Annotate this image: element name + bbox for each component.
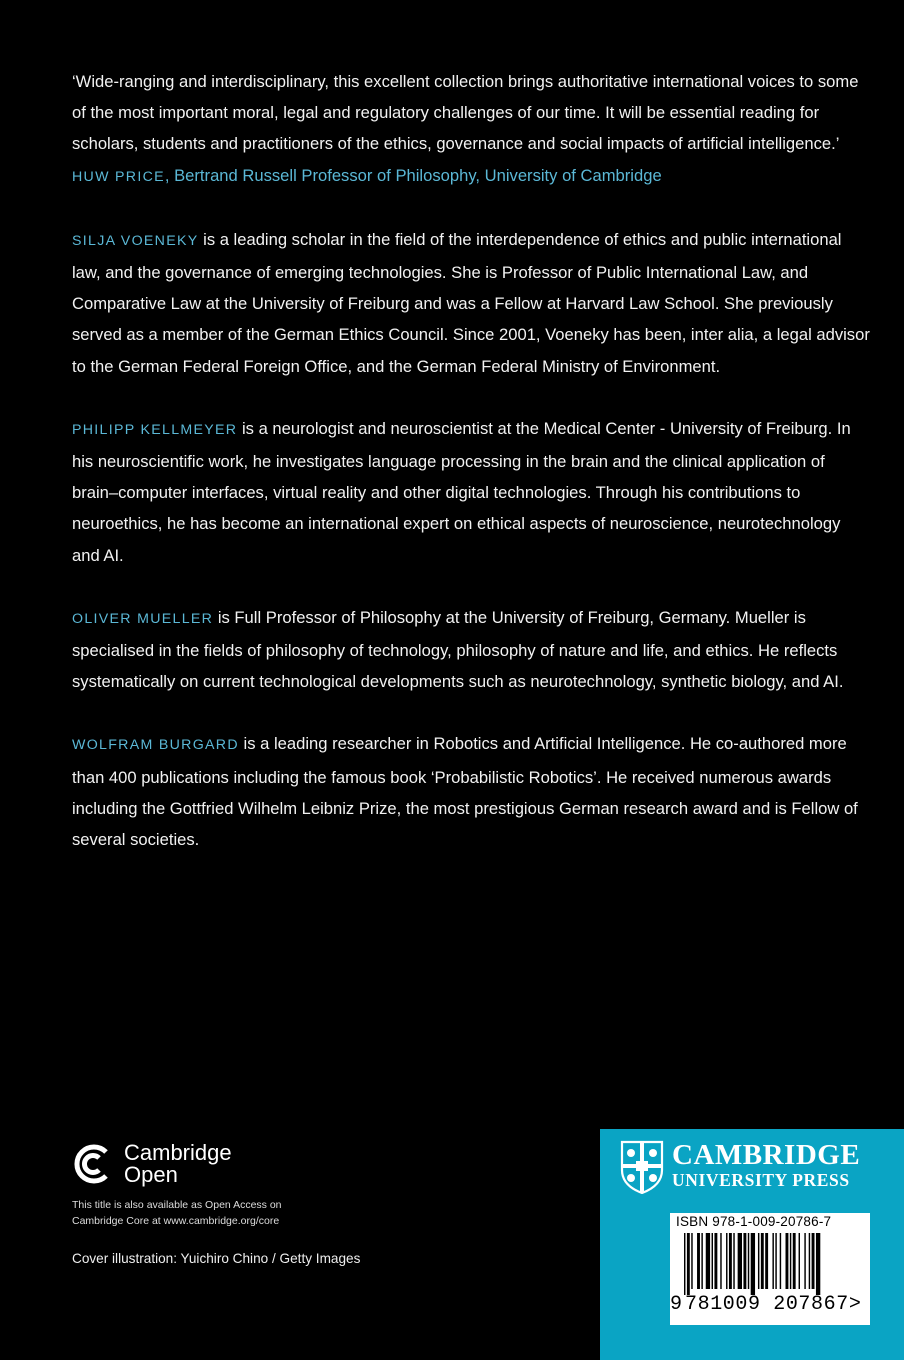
barcode-bar	[706, 1233, 710, 1289]
cambridge-open-icon	[72, 1143, 114, 1185]
barcode-bar	[738, 1233, 742, 1289]
back-cover-text	[72, 66, 872, 886]
barcode-bar	[684, 1233, 685, 1295]
cover-credit: Cover illustration: Yuichiro Chino / Getty Images	[72, 1251, 361, 1266]
attribution-title: , Bertrand Russell Professor of Philosophy, University of Cambridge	[164, 165, 662, 185]
barcode-bar	[793, 1233, 796, 1289]
barcode-bar	[775, 1233, 776, 1289]
barcode-bar	[758, 1233, 759, 1289]
barcode-bar	[691, 1233, 692, 1289]
publisher-name-line1: CAMBRIDGE	[672, 1139, 861, 1171]
bio-text: is a neurologist and neuroscientist at the Medical Center - University of Freiburg. In his neuroscientific work, he investigates language processing in the brain and the clinical application of brain–computer interfaces, virtual reality and other digital technologies. Through his contributions to neuroethics, he has become an international expert on ethical aspects of neuroscience, neurotechnology and AI.	[72, 418, 851, 565]
quote-text: ‘Wide-ranging and interdisciplinary, this excellent collection brings authoritative international voices to some of the most important moral, legal and regulatory challenges of our time. It will be essential reading for scholars, students and practitioners of the ethics, governance and social impacts of artificial intelligence.’	[72, 72, 859, 154]
barcode-bars	[684, 1233, 864, 1295]
bio-burgard	[72, 728, 872, 855]
publisher-panel	[600, 1129, 904, 1360]
quote-attribution	[72, 166, 662, 185]
barcode-bar	[687, 1233, 690, 1295]
barcode-bar	[772, 1233, 773, 1289]
bio-text: is a leading scholar in the field of the interdependence of ethics and public international law, and the governance of emerging technologies. She is Professor of Public International Law, and Comparative Law at the University of Freiburg and was a Fellow at Harvard Law School. She previously served as a member of the German Ethics Council. Since 2001, Voeneky has been, inter alia, a legal advisor to the German Federal Foreign Office, and the German Federal Ministry of Environment.	[72, 229, 870, 376]
barcode-bar	[799, 1233, 800, 1289]
barcode-bar	[714, 1233, 717, 1289]
barcode-bar	[751, 1233, 755, 1295]
open-access-note-line2: Cambridge Core at www.cambridge.org/core	[72, 1215, 280, 1227]
barcode-first-digit: 9	[670, 1293, 683, 1316]
publisher-name-line2: UNIVERSITY PRESS	[672, 1170, 850, 1190]
isbn-label: ISBN 978-1-009-20786-7	[676, 1214, 832, 1229]
barcode-bar	[720, 1233, 721, 1289]
bio-voeneky	[72, 224, 872, 382]
open-access-note	[72, 1197, 282, 1229]
barcode-bar	[816, 1233, 820, 1295]
barcode-bar	[809, 1233, 810, 1289]
barcode-bar	[733, 1233, 734, 1289]
barcode-bar	[804, 1233, 805, 1289]
barcode-bar	[701, 1233, 702, 1289]
barcode-bar	[743, 1233, 746, 1289]
bio-mueller	[72, 602, 872, 698]
barcode-digits: 781009 207867>	[685, 1293, 862, 1316]
barcode-bar	[765, 1233, 768, 1289]
bio-name: SILJA VOENEKY	[72, 232, 199, 249]
bio-kellmeyer	[72, 413, 872, 571]
cambridge-open-logo	[72, 1142, 232, 1186]
bio-text: is a leading researcher in Robotics and Artificial Intelligence. He co-authored more than 400 publications including the famous book ‘Probabilistic Robotics’. He received numerous awards including the Gottfried Wilhelm Leibniz Prize, the most prestigious German research award and is Fellow of several societies.	[72, 734, 858, 850]
isbn-barcode	[670, 1213, 870, 1325]
barcode-bar	[748, 1233, 749, 1289]
cambridge-open-line2: Open	[124, 1162, 178, 1187]
cambridge-open-wordmark	[124, 1142, 232, 1186]
barcode-bar	[697, 1233, 700, 1289]
bio-name: WOLFRAM BURGARD	[72, 737, 239, 754]
cambridge-open-line1: Cambridge	[124, 1140, 232, 1165]
bio-text: is Full Professor of Philosophy at the University of Freiburg, Germany. Mueller is specialised in the fields of philosophy of technology, philosophy of nature and life, and ethics. He reflects systematically on current technological developments such as neurotechnology, synthetic biology, and AI.	[72, 607, 844, 692]
barcode-bar	[812, 1233, 815, 1289]
bio-name: PHILIPP KELLMEYER	[72, 421, 238, 438]
publisher-name	[672, 1140, 887, 1190]
barcode-bar	[729, 1233, 732, 1289]
barcode-bar	[726, 1233, 727, 1289]
barcode-bar	[780, 1233, 781, 1289]
open-access-note-line1: This title is also available as Open Access on	[72, 1199, 282, 1211]
barcode-bar	[712, 1233, 713, 1289]
bio-name: OLIVER MUELLER	[72, 610, 214, 627]
barcode-bar	[790, 1233, 791, 1289]
endorsement-quote	[72, 66, 872, 193]
attribution-name: HUW PRICE	[72, 168, 165, 185]
barcode-bar	[761, 1233, 764, 1289]
barcode-bar	[786, 1233, 789, 1289]
cambridge-shield-icon	[620, 1140, 664, 1194]
